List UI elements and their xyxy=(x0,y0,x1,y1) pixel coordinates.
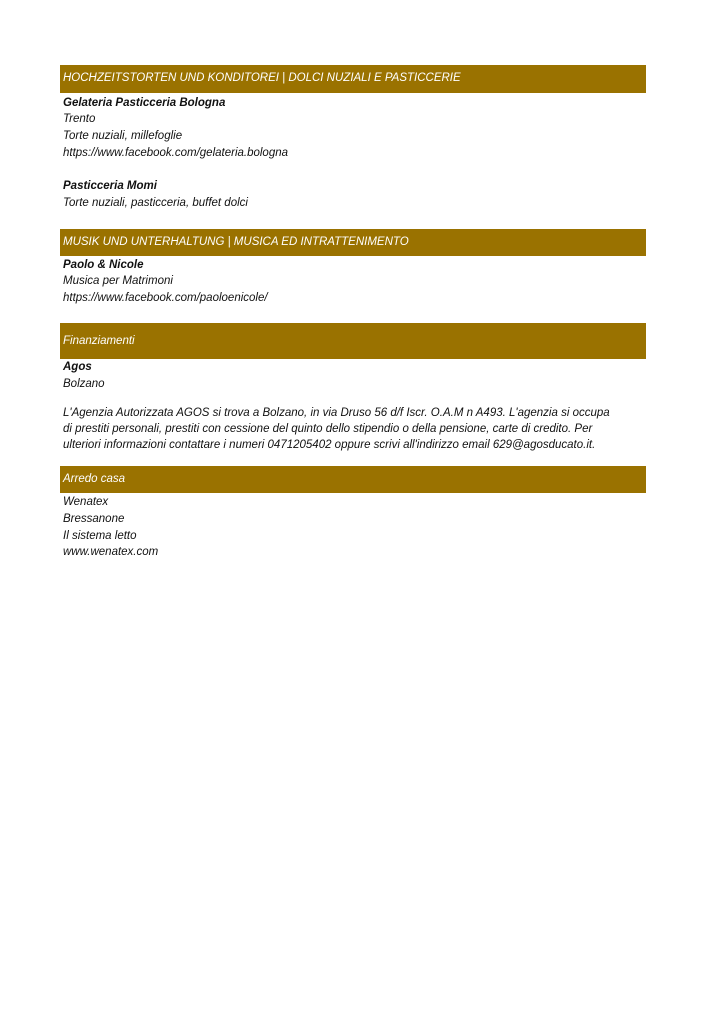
entry-link[interactable]: https://www.facebook.com/gelateria.bologna xyxy=(63,147,289,159)
section-heading-text: Arredo casa xyxy=(63,473,126,485)
entry-name: Wenatex xyxy=(63,496,109,508)
entry-city: Bolzano xyxy=(63,378,105,390)
section-heading-furniture xyxy=(60,466,646,493)
entry-link[interactable]: https://www.facebook.com/paoloenicole/ xyxy=(63,292,268,304)
paragraph-line: di prestiti personali, prestiti con cessione del quinto dello stipendio o della pensione, carte di credito. Per xyxy=(63,423,593,435)
entry-name: Pasticceria Momi xyxy=(63,180,157,192)
section-heading-cakes xyxy=(60,65,646,93)
paragraph-line: L'Agenzia Autorizzata AGOS si trova a Bolzano, in via Druso 56 d/f Iscr. O.A.M n A493. L'agenzia si occupa xyxy=(63,407,610,419)
section-heading-text: Finanziamenti xyxy=(63,335,135,347)
entry-description: Torte nuziali, millefoglie xyxy=(63,130,183,142)
paragraph-line: ulteriori informazioni contattare i numeri 0471205402 oppure scrivi all'indirizzo email 629@agosducato.it. xyxy=(63,439,596,451)
section-heading-financing xyxy=(60,323,646,359)
entry-city: Trento xyxy=(63,113,96,125)
entry-description: Torte nuziali, pasticceria, buffet dolci xyxy=(63,197,248,209)
entry-description: Musica per Matrimoni xyxy=(63,275,173,287)
entry-link[interactable]: www.wenatex.com xyxy=(63,546,159,558)
entry-paragraph xyxy=(63,405,647,453)
section-heading-music xyxy=(60,229,646,256)
entry-name: Gelateria Pasticceria Bologna xyxy=(63,97,226,109)
entry-city: Bressanone xyxy=(63,513,125,525)
section-heading-text: MUSIK UND UNTERHALTUNG | MUSICA ED INTRATTENIMENTO xyxy=(63,236,409,248)
entry-description: Il sistema letto xyxy=(63,530,137,542)
entry-name: Paolo & Nicole xyxy=(63,259,144,271)
section-heading-text: HOCHZEITSTORTEN UND KONDITOREI | DOLCI NUZIALI E PASTICCERIE xyxy=(63,72,461,84)
entry-name: Agos xyxy=(63,361,92,373)
